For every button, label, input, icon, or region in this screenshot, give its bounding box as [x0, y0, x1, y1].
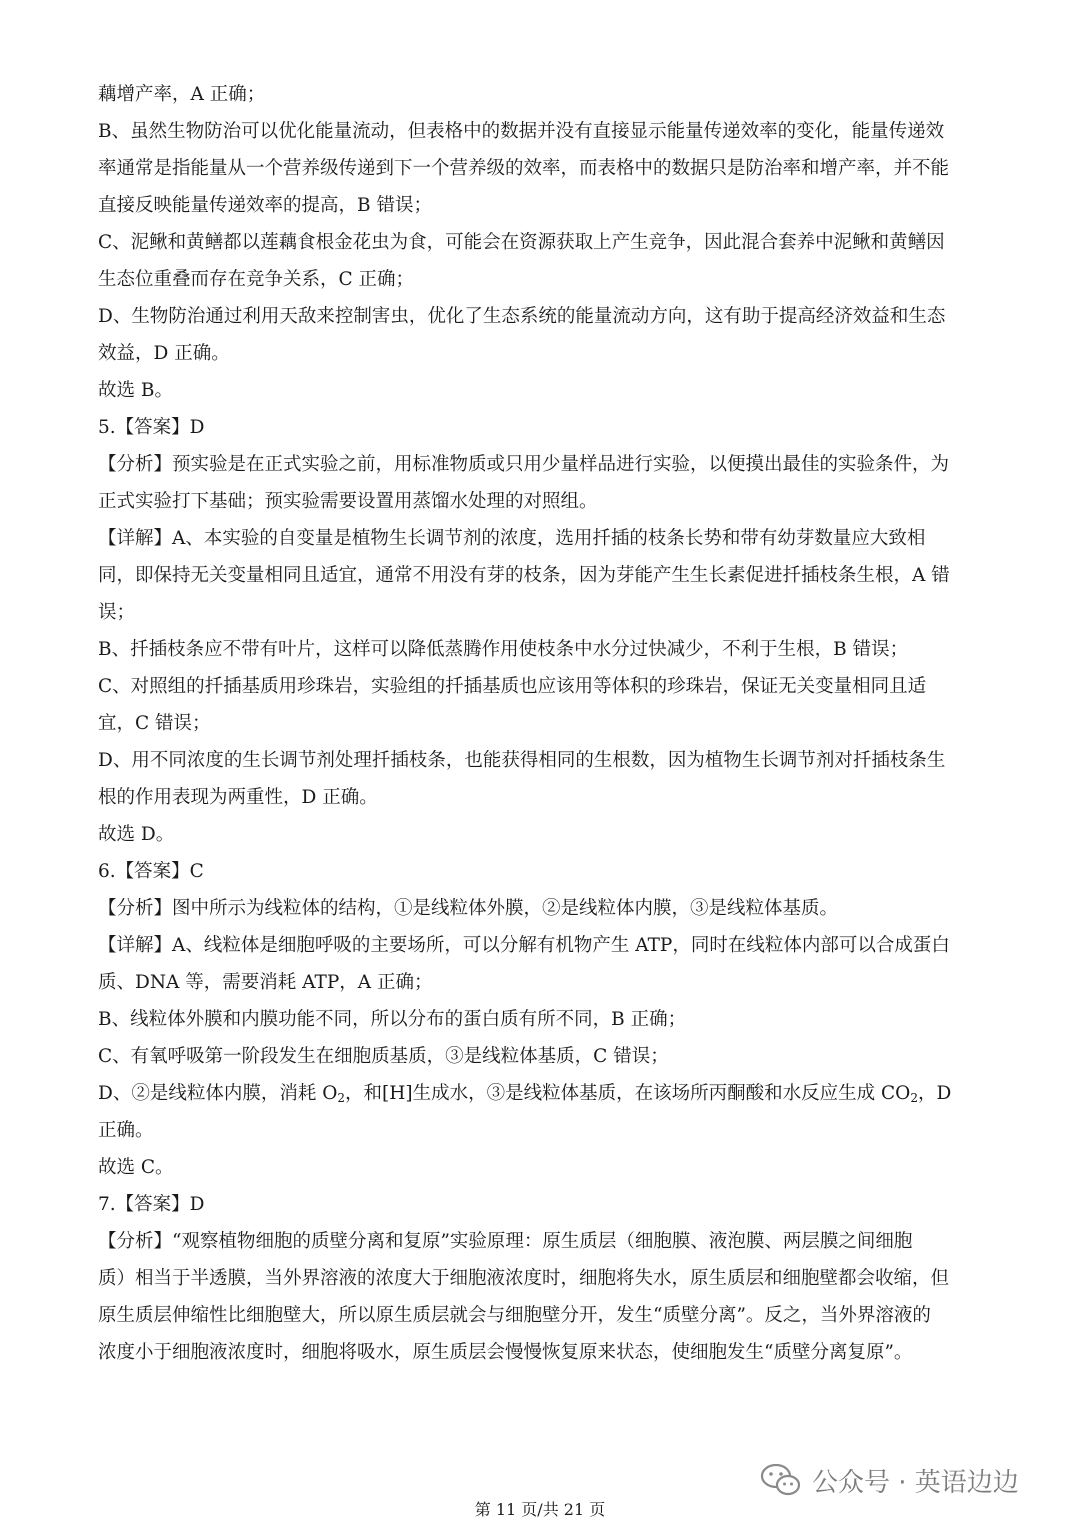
text-line: 【分析】图中所示为线粒体的结构，①是线粒体外膜，②是线粒体内膜，③是线粒体基质。	[98, 898, 839, 919]
text-line-with-subscripts	[98, 1075, 978, 1112]
text-line: C、有氧呼吸第一阶段发生在细胞质基质，③是线粒体基质，C 错误；	[98, 1046, 669, 1067]
text-line: 浓度小于细胞液浓度时，细胞将吸水，原生质层会慢慢恢复原来状态，使细胞发生“质壁分离复原”。	[98, 1342, 913, 1363]
text-line: 【分析】预实验是在正式实验之前，用标准物质或只用少量样品进行实验，以便摸出最佳的实验条件，为	[98, 454, 950, 475]
d-line-part2: ，和[H]生成水，③是线粒体基质，在该场所丙酮酸和水反应生成 CO	[345, 1083, 911, 1104]
wechat-icon	[760, 1462, 802, 1498]
text-line: 误；	[98, 602, 136, 623]
text-line: 直接反映能量传递效率的提高，B 错误；	[98, 195, 432, 216]
text-line: 质、DNA 等，需要消耗 ATP，A 正确；	[98, 972, 433, 993]
answer-heading-7: 7.【答案】D	[98, 1194, 205, 1215]
text-line: 故选 D。	[98, 824, 175, 845]
text-line: 正式实验打下基础；预实验需要设置用蒸馏水处理的对照组。	[98, 491, 598, 512]
answer-heading-6: 6.【答案】C	[98, 861, 204, 882]
text-line: 原生质层伸缩性比细胞壁大，所以原生质层就会与细胞壁分开，发生“质壁分离”。反之，当外界溶液的	[98, 1305, 931, 1326]
text-line: 宜，C 错误；	[98, 713, 211, 734]
text-line: 效益，D 正确。	[98, 343, 230, 364]
text-line: D、生物防治通过利用天敌来控制害虫，优化了生态系统的能量流动方向，这有助于提高经济效益和生态	[98, 306, 946, 327]
text-line: 质）相当于半透膜，当外界溶液的浓度大于细胞液浓度时，细胞将失水，原生质层和细胞壁都会收缩，但	[98, 1268, 950, 1289]
text-line: C、泥鳅和黄鳝都以莲藕食根金花虫为食，可能会在资源获取上产生竞争，因此混合套养中泥鳅和黄鳝因	[98, 232, 945, 253]
page-footer: 第 11 页/共 21 页	[474, 1500, 606, 1519]
text-line: 同，即保持无关变量相同且适宜，通常不用没有芽的枝条，因为芽能产生生长素促进扦插枝条生根，A 错	[98, 565, 950, 586]
text-line: B、线粒体外膜和内膜功能不同，所以分布的蛋白质有所不同，B 正确；	[98, 1009, 687, 1030]
text-line: 根的作用表现为两重性，D 正确。	[98, 787, 378, 808]
d-line-part3: ，D	[917, 1083, 952, 1104]
text-line: C、对照组的扦插基质用珍珠岩，实验组的扦插基质也应该用等体积的珍珠岩，保证无关变量相同且适	[98, 676, 927, 697]
text-line: 故选 C。	[98, 1157, 174, 1178]
text-line: 藕增产率，A 正确；	[98, 84, 266, 105]
watermark-text: 公众号 · 英语边边	[812, 1467, 1019, 1498]
text-line: D、用不同浓度的生长调节剂处理扦插枝条，也能获得相同的生根数，因为植物生长调节剂对扦插枝条生	[98, 750, 946, 771]
text-line: 正确。	[98, 1120, 154, 1141]
answer-heading-5: 5.【答案】D	[98, 417, 205, 438]
co2-subscript: 2	[910, 1091, 918, 1105]
o2-subscript: 2	[337, 1091, 346, 1105]
text-line: 【详解】A、本实验的自变量是植物生长调节剂的浓度，选用扦插的枝条长势和带有幼芽数量应大致相	[98, 528, 926, 549]
text-line: 生态位重叠而存在竞争关系，C 正确；	[98, 269, 415, 290]
text-line: 【详解】A、线粒体是细胞呼吸的主要场所，可以分解有机物产生 ATP，同时在线粒体内部可以合成蛋白	[98, 935, 950, 956]
text-line: 【分析】“观察植物细胞的质壁分离和复原”实验原理：原生质层（细胞膜、液泡膜、两层膜之间细胞	[98, 1231, 913, 1252]
d-line-part1: D、②是线粒体内膜，消耗 O	[98, 1083, 338, 1104]
text-line: B、虽然生物防治可以优化能量流动，但表格中的数据并没有直接显示能量传递效率的变化，能量传递效	[98, 121, 945, 142]
watermark	[760, 1458, 1019, 1502]
text-line: 率通常是指能量从一个营养级传递到下一个营养级的效率，而表格中的数据只是防治率和增产率，并不能	[98, 158, 950, 179]
document-body	[98, 76, 978, 1371]
text-line: B、扦插枝条应不带有叶片，这样可以降低蒸腾作用使枝条中水分过快减少，不利于生根，B 错误；	[98, 639, 909, 660]
text-line: 故选 B。	[98, 380, 173, 401]
